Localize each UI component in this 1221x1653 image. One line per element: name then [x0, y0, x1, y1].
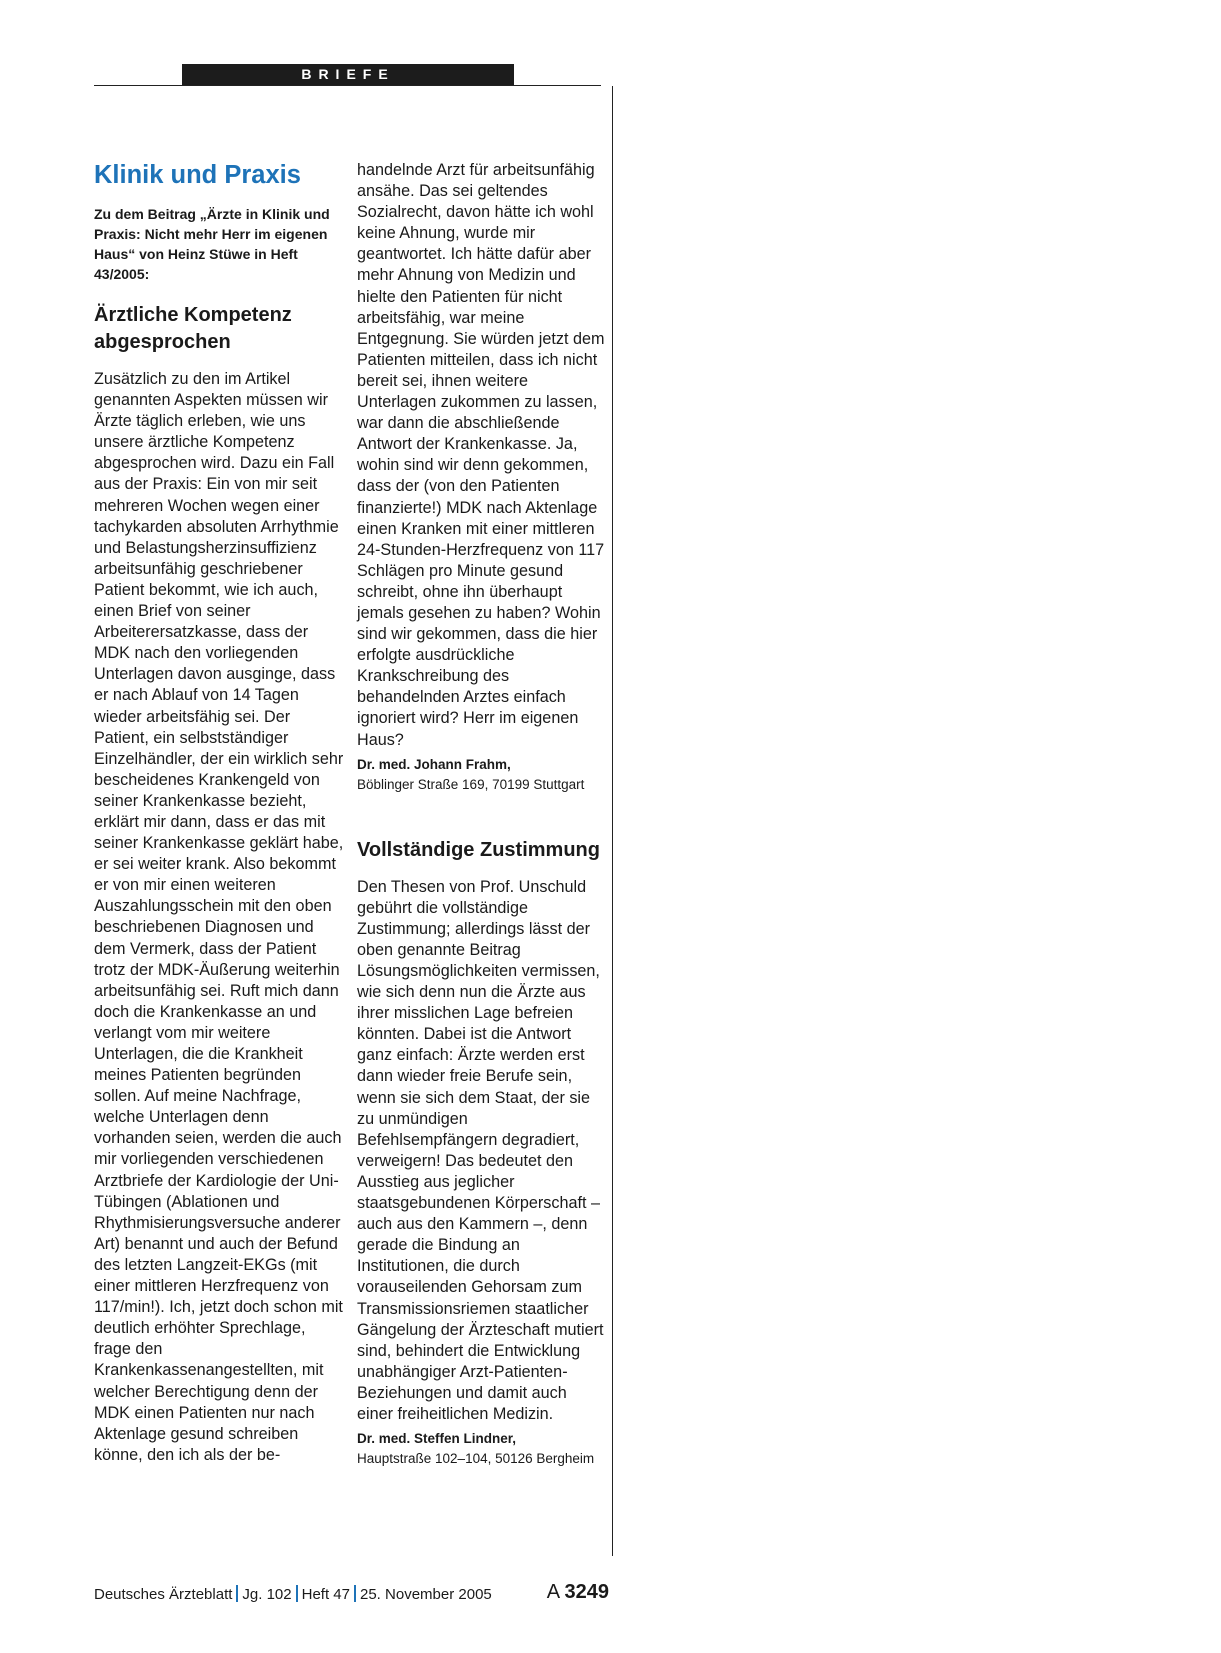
footer-separator: [354, 1585, 356, 1602]
footer-volume: Jg. 102: [242, 1586, 292, 1603]
letter-1-body-part-1: Zusätzlich zu den im Artikel genannten Aspekten müssen wir Ärzte täglich erleben, wie uns unsere ärztliche Kompetenz abgesprochen wird. Dazu ein Fall aus der Praxis: Ein von mir seit mehreren Wochen wegen einer tachykarden absoluten Arrhythmie und Belastungsherzinsuffizienz arbeitsunfähig geschriebener Patient bekommt, wie ich auch, einen Brief von seiner Arbeiterersatzkasse, dass der MDK nach den vorliegenden Unterlagen davon ausginge, dass er nach Ablauf von 14 Tagen wieder arbeitsfähig sei. Der Patient, ein selbstständiger Einzelhändler, der ein wirklich sehr bescheidenes Krankengeld von seiner Krankenkasse bezieht, erklärt mir dann, dass er das mit seiner Krankenkasse geklärt habe, er sei weiter krank. Also bekommt er von mir einen weiteren Auszahlungsschein mit den oben beschriebenen Diagnosen und dem Vermerk, dass der Patient trotz der MDK-Äußerung weiterhin arbeitsunfähig sei. Ruft mich dann doch die Krankenkasse an und verlangt vom mir weitere Unterlagen, die die Krankheit meines Patienten begründen sollen. Auf meine Nachfrage, welche Unterlagen denn vorhanden seien, werden die auch mir vorliegenden verschiedenen Arztbriefe der Kardiologie der Uni-Tübingen (Ablationen und Rhythmisierungsversuche anderer Art) benannt und auch der Befund des letzten Langzeit-EKGs (mit einer mittleren Herzfrequenz von 117/min!). Ich, jetzt doch schon mit deutlich erhöhter Sprechlage, frage den Krankenkassenangestellten, mit welcher Berechtigung denn der MDK einen Patienten nur nach Aktenlage gesund schreiben könne, den ich als der be-: [94, 370, 344, 1464]
page-number: 3249: [564, 1581, 609, 1603]
letter-2-author: Dr. med. Steffen Lindner,: [357, 1431, 517, 1447]
section-label: BRIEFE: [182, 64, 514, 85]
letter-1-title: Ärztliche Kompetenz abgesprochen: [94, 304, 292, 353]
letter-2-address: Hauptstraße 102–104, 50126 Bergheim: [357, 1451, 595, 1467]
right-column: [357, 160, 607, 1469]
footer-journal: Deutsches Ärzteblatt: [94, 1586, 233, 1603]
footer-date: 25. November 2005: [360, 1586, 492, 1603]
column-rule: [612, 86, 613, 1556]
section-title: Klinik und Praxis: [94, 161, 301, 189]
letter-2-title: Vollständige Zustimmung: [357, 838, 600, 861]
section-intro: Zu dem Beitrag „Ärzte in Klinik und Praxis: Nicht mehr Herr im eigenen Haus“ von Heinz Stüwe in Heft 43/2005:: [94, 206, 330, 282]
letter-1-body-part-2: handelnde Arzt für arbeitsunfähig ansähe. Das sei geltendes Sozialrecht, davon hätte ich wohl keine Ahnung, wurde mir geantwortet. Ich hätte dafür aber mehr Ahnung von Medizin und hielte den Patienten für nicht arbeitsfähig, war meine Entgegnung. Sie würden jetzt dem Patienten mitteilen, dass ich nicht bereit sei, ihnen weitere Unterlagen zukommen zu lassen, war dann die abschließende Antwort der Krankenkasse. Ja, wohin sind wir denn gekommen, dass der (von den Patienten finanzierte!) MDK nach Aktenlage einen Kranken mit einer mittleren 24-Stunden-Herzfrequenz von 117 Schlägen pro Minute gesund schreibt, ohne ihn überhaupt jemals gesehen zu haben? Wohin sind wir gekommen, dass die hier erfolgte ausdrückliche Krankschreibung des behandelnden Arztes einfach ignoriert wird? Herr im eigenen Haus?: [357, 161, 605, 749]
page-prefix: A: [546, 1581, 559, 1603]
letter-2-body: Den Thesen von Prof. Unschuld gebührt die vollständige Zustimmung; allerdings lässt der oben genannte Beitrag Lösungsmöglichkeiten vermissen, wie sich denn nun die Ärzte aus ihrer misslichen Lage befreien könnten. Dabei ist die Antwort ganz einfach: Ärzte werden erst dann wieder freie Berufe sein, wenn sie sich dem Staat, der sie zu unmündigen Befehlsempfängern degradiert, verweigern! Das bedeutet den Ausstieg aus jeglicher staatsgebundenen Körperschaft – auch aus den Kammern –, denn gerade die Bindung an Institutionen, die durch vorauseilenden Gehorsam zum Transmissionsriemen staatlicher Gängelung der Ärzteschaft mutiert sind, behindert die Entwicklung unabhängiger Arzt-Patienten-Beziehungen und damit auch einer freiheitlichen Medizin.: [357, 877, 604, 1423]
footer-issue: Heft 47: [301, 1586, 350, 1603]
left-column: [94, 160, 344, 1466]
footer-separator: [236, 1585, 238, 1602]
letter-1-address: Böblinger Straße 169, 70199 Stuttgart: [357, 776, 585, 792]
page-number-block: [547, 1581, 609, 1603]
letter-spacer: [357, 795, 607, 837]
letter-1-author: Dr. med. Johann Frahm,: [357, 756, 511, 772]
page-footer: [94, 1581, 609, 1606]
footer-separator: [296, 1585, 298, 1602]
header-rule: [94, 85, 601, 86]
